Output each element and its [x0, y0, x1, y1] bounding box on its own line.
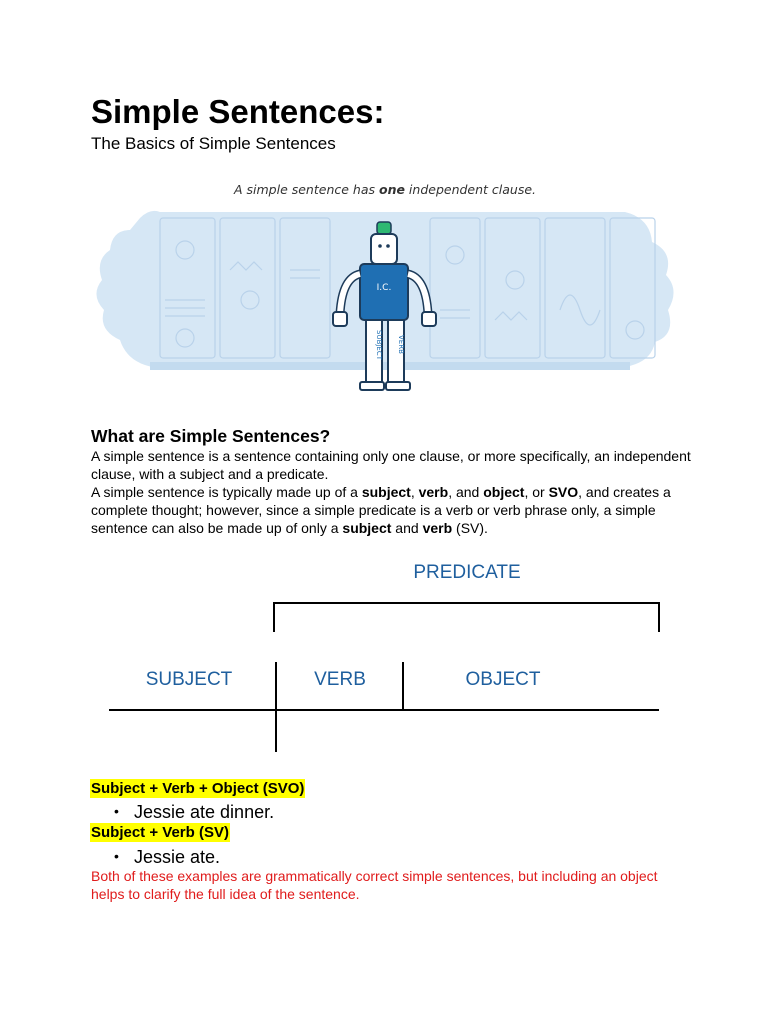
bullet-icon: • [114, 848, 119, 864]
text-run: , or [524, 484, 549, 500]
sv-example-item: • Jessie ate. [114, 847, 221, 867]
predicate-bracket [274, 603, 659, 632]
verb-label: VERB [314, 669, 366, 690]
text-run: , and [448, 484, 484, 500]
page-subtitle: The Basics of Simple Sentences [91, 134, 336, 153]
robot-chest-label: I.C. [376, 283, 392, 293]
text-run: , [410, 484, 419, 500]
section-heading: What are Simple Sentences? [91, 426, 331, 446]
text-run: A simple sentence is typically made up of a [91, 484, 362, 500]
robot-leg-subject: SUBJECT [375, 330, 383, 361]
robot-leg-verb: VERB [397, 335, 405, 354]
predicate-label: PREDICATE [413, 562, 521, 583]
bold-term: verb [422, 520, 453, 536]
definition-paragraph: A simple sentence is a sentence containing only one clause, or more specifically, an independent clause, with a subject and a predicate. [91, 448, 691, 482]
illustration-caption: A simple sentence has one independent clause. [233, 182, 537, 197]
svo-paragraph [91, 483, 691, 537]
example-note: Both of these examples are grammatically correct simple sentences, but including an object helps to clarify the full idea of the sentence. [91, 868, 658, 902]
text-run: , and creates a complete thought; however, since a simple predicate is a verb or verb phrase only, a simple sentence can also be made up of only a [91, 484, 671, 536]
bold-term: subject [342, 520, 392, 536]
text-run: and [391, 520, 423, 536]
svo-example-label: Subject + Verb + Object (SVO) [91, 780, 305, 797]
sentence-diagram [100, 555, 670, 760]
sv-example-label: Subject + Verb (SV) [91, 824, 229, 841]
subject-label: SUBJECT [145, 669, 233, 690]
robot-illustration [90, 170, 680, 400]
bold-term: SVO [548, 484, 579, 500]
bold-term: subject [361, 484, 411, 500]
bold-term: object [483, 484, 525, 500]
svo-example-item: • Jessie ate dinner. [114, 802, 275, 822]
bold-term: verb [418, 484, 449, 500]
page-title: Simple Sentences: [91, 93, 385, 130]
text-run: (SV). [452, 520, 488, 536]
object-label: OBJECT [465, 669, 541, 690]
bullet-icon: • [114, 803, 119, 819]
